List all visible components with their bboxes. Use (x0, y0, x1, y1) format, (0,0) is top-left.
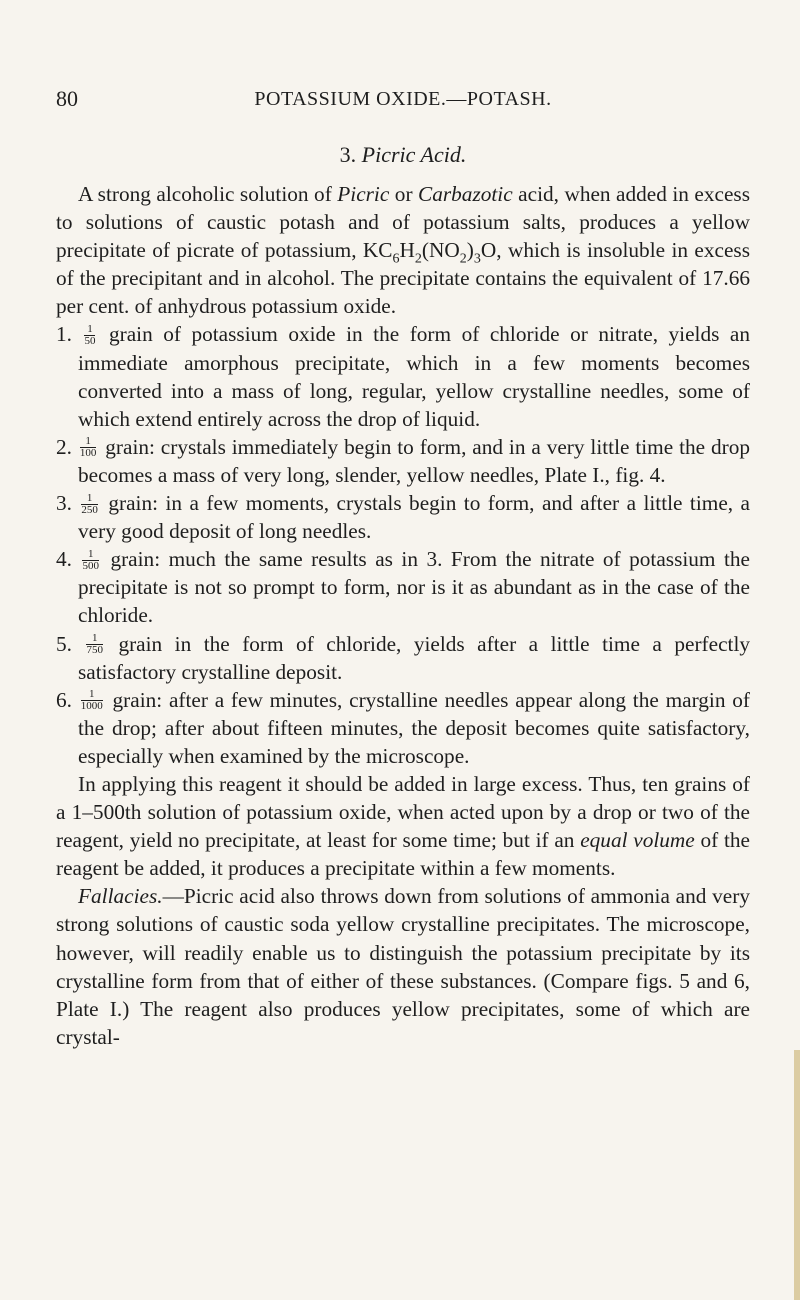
fraction: $\frac{1}{500}$ (82, 547, 99, 572)
fallacies-label: Fallacies. (78, 884, 163, 909)
fraction: $\frac{1}{250}$ (81, 491, 98, 516)
page-edge-stain (794, 1050, 800, 1300)
list-item: 3. $\frac{1}{250}$ grain: in a few moments, crystals begin to form, and after a little time, a very good deposit of long needles. (56, 491, 750, 544)
section-name: Picric Acid. (361, 142, 467, 167)
fraction: $\frac{1}{750}$ (86, 632, 103, 657)
list-item: 6. $\frac{1}{1000}$ grain: after a few minutes, crystalline needles appear along the margin of the drop; after about fifteen minutes, the deposit becomes quite satisfactory, especially when examined by the microscope. (56, 687, 751, 768)
dilution-list (56, 320, 750, 770)
list-item: 4. $\frac{1}{500}$ grain: much the same results as in 3. From the nitrate of potassium the precipitate is not so prompt to form, nor is it as abundant as in the case of the chloride. (56, 547, 750, 628)
running-title: POTASSIUM OXIDE.—POTASH. (254, 88, 552, 110)
section-number: 3. (339, 142, 357, 167)
intro-paragraph: A strong alcoholic solution of Picric or Carbazotic acid, when added in excess to solutions of caustic potash and of potassium salts, produces a yellow precipitate of picrate of potassium, $KC_6H_2(NO_2)_3O$, which is insoluble in excess of the precipitant and in alcohol. The precipitate contains the equivalent of 17.66 per cent. of anhydrous potassium oxide. (56, 182, 750, 319)
fraction: $\frac{1}{50}$ (84, 323, 96, 348)
fraction: $\frac{1}{1000}$ (80, 688, 103, 713)
section-title (56, 142, 750, 168)
fallacies-paragraph: Fallacies.—Picric acid also throws down from solutions of ammonia and very strong solutions of caustic soda yellow crystalline precipitates. The microscope, however, will readily enable us to distinguish the potassium precipitate by its crystalline form from that of either of these substances. (Compare figs. 5 and 6, Plate I.) The reagent also produces yellow precipitates, some of which are crystal- (56, 884, 750, 1049)
page-content (56, 78, 750, 1051)
page-number: 80 (56, 86, 78, 111)
running-head (56, 78, 750, 112)
list-item: 5. $\frac{1}{750}$ grain in the form of chloride, yields after a little time a perfectly satisfactory crystalline deposit. (56, 631, 751, 684)
applying-paragraph: In applying this reagent it should be added in large excess. Thus, ten grains of a 1–500th solution of potassium oxide, when acted upon by a drop or two of the reagent, yield no precipitate, at least for some time; but if an equal volume of the reagent be added, it produces a precipitate within a few moments. (56, 771, 750, 881)
list-item: 2. $\frac{1}{100}$ grain: crystals immediately begin to form, and in a very little time the drop becomes a mass of very long, slender, yellow needles, Plate I., fig. 4. (56, 434, 750, 487)
list-item: 1. $\frac{1}{50}$ grain of potassium oxide in the form of chloride or nitrate, yields an immediate amorphous precipitate, which in a few moments becomes converted into a mass of long, regular, yellow crystalline needles, some of which extend entirely across the drop of liquid. (56, 322, 750, 431)
fraction: $\frac{1}{100}$ (79, 435, 97, 460)
